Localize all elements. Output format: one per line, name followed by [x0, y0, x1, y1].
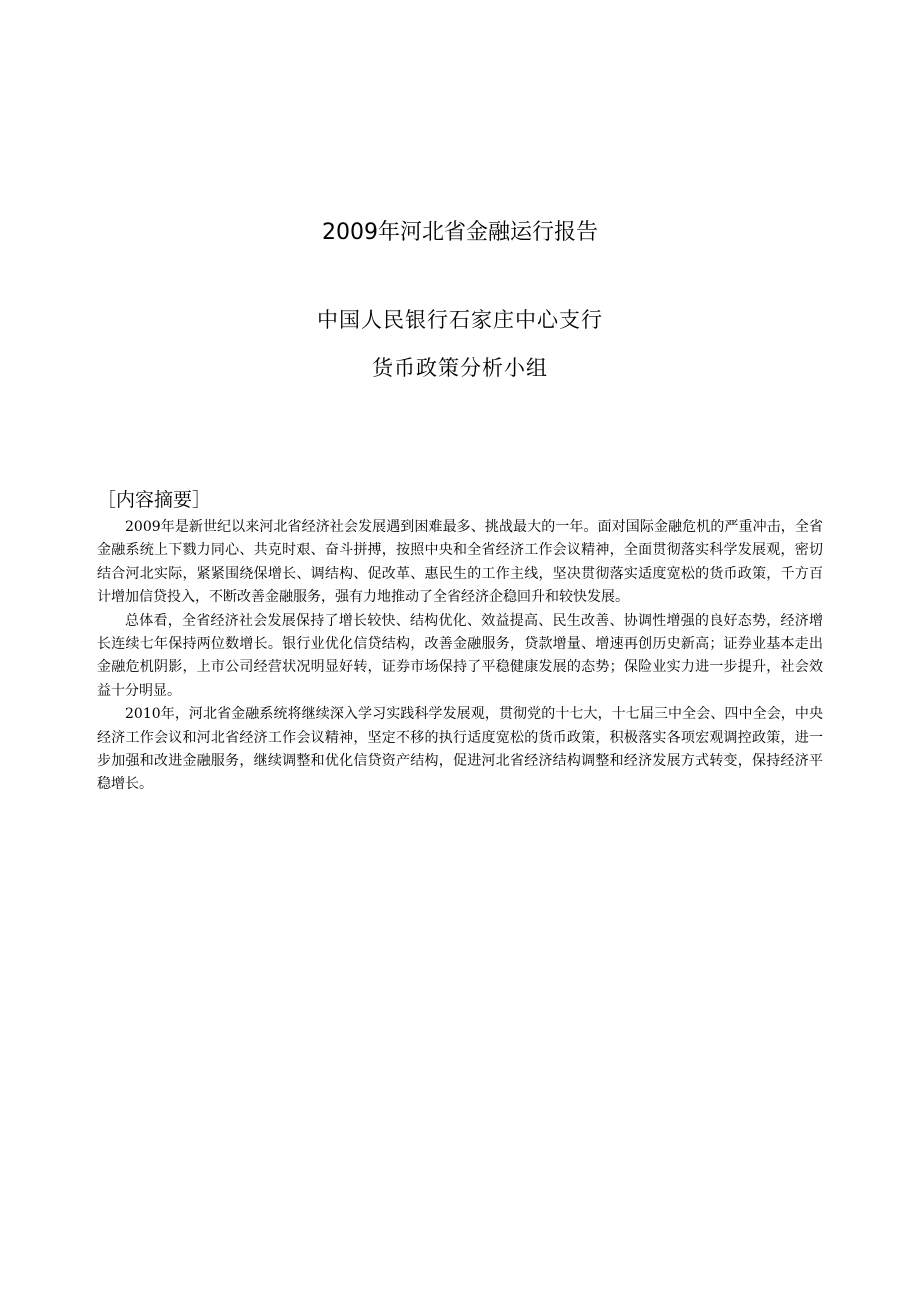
- issuing-group: 货币政策分析小组: [372, 356, 548, 380]
- issuing-organization: 中国人民银行石家庄中心支行: [317, 308, 603, 332]
- abstract-paragraph-1: 2009年是新世纪以来河北省经济社会发展遇到困难最多、挑战最大的一年。面对国际金融危机的严重冲击，全省金融系统上下戮力同心、共克时艰、奋斗拼搏，按照中央和全省经济工作会议精神，全面贯彻落实科学发展观，密切结合河北实际，紧紧围绕保增长、调结构、促改革、惠民生的工作主线，坚决贯彻落实适度宽松的货币政策，千方百计增加信贷投入，不断改善金融服务，强有力地推动了全省经济企稳回升和较快发展。: [97, 519, 823, 606]
- abstract-paragraph-2: 总体看，全省经济社会发展保持了增长较快、结构优化、效益提高、民生改善、协调性增强的良好态势，经济增长连续七年保持两位数增长。银行业优化信贷结构，改善金融服务，贷款增量、增速再创历史新高；证券业基本走出金融危机阴影，上市公司经营状况明显好转，证券市场保持了平稳健康发展的态势；保险业实力进一步提升，社会效益十分明显。: [97, 612, 823, 699]
- report-title: 2009年河北省金融运行报告: [322, 220, 598, 245]
- abstract-body: [97, 516, 823, 797]
- abstract-heading: ［内容摘要］: [97, 489, 212, 511]
- abstract-paragraph-3: 2010年，河北省金融系统将继续深入学习实践科学发展观，贯彻党的十七大，十七届三中全会、四中全会，中央经济工作会议和河北省经济工作会议精神，坚定不移的执行适度宽松的货币政策，积极落实各项宏观调控政策，进一步加强和改进金融服务，继续调整和优化信贷资产结构，促进河北省经济结构调整和经济发展方式转变，保持经济平稳增长。: [97, 706, 823, 793]
